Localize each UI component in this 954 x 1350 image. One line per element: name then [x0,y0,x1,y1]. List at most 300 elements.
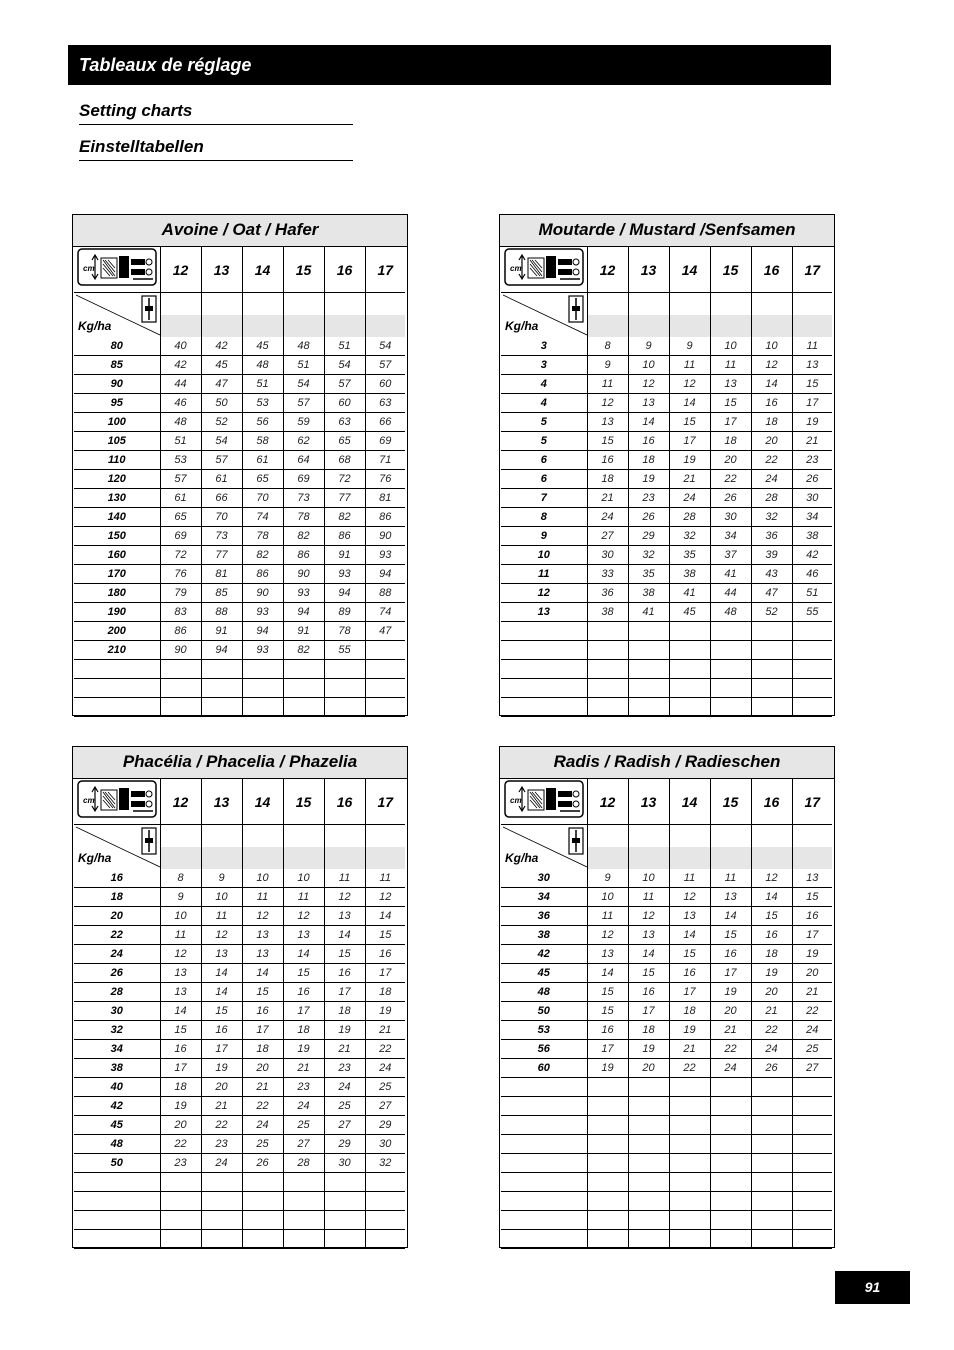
rate-cell: 50 [74,1154,160,1173]
setting-value-cell [792,641,832,660]
rate-cell: 34 [501,888,587,907]
setting-value-cell: 18 [628,1021,669,1040]
setting-value-cell [710,1097,751,1116]
setting-value-cell [751,1078,792,1097]
setting-value-cell: 93 [242,641,283,660]
setting-value-cell [160,1230,201,1249]
setting-value-cell [365,1192,405,1211]
setting-value-cell: 82 [324,508,365,527]
setting-value-cell [324,698,365,717]
subtitle-english: Setting charts [79,101,353,125]
setting-value-cell: 18 [283,1021,324,1040]
setting-value-cell [587,679,628,698]
setting-value-cell: 21 [669,1040,710,1059]
setting-value-cell: 16 [628,983,669,1002]
setting-value-cell: 48 [283,337,324,356]
rate-cell [74,1230,160,1249]
rate-cell: 4 [501,375,587,394]
setting-value-cell: 19 [324,1021,365,1040]
rate-cell [501,1154,587,1173]
rate-cell [501,679,587,698]
setting-value-cell: 94 [365,565,405,584]
setting-value-cell [324,679,365,698]
setting-value-cell: 57 [324,375,365,394]
rate-cell: 80 [74,337,160,356]
setting-value-cell [710,641,751,660]
setting-value-cell: 13 [628,394,669,413]
setting-value-cell: 21 [242,1078,283,1097]
table-row [74,489,405,508]
setting-value-cell: 15 [242,983,283,1002]
table-row [74,508,405,527]
setting-value-cell: 53 [160,451,201,470]
table-row [501,527,832,546]
table-row [501,584,832,603]
rate-cell: 26 [74,964,160,983]
setting-value-cell [587,1116,628,1135]
setting-value-cell [283,1173,324,1192]
setting-value-cell: 54 [201,432,242,451]
chart-radish [499,746,835,1248]
setting-value-cell [751,1116,792,1135]
setting-value-cell: 12 [365,888,405,907]
blank-header-cell [792,293,832,338]
setting-value-cell: 39 [751,546,792,565]
setting-value-cell: 72 [324,470,365,489]
table-row [501,926,832,945]
setting-value-cell: 16 [365,945,405,964]
setting-value-cell [669,660,710,679]
setting-value-cell [751,1211,792,1230]
setting-value-cell: 12 [587,926,628,945]
setting-value-cell: 18 [587,470,628,489]
setting-value-cell: 86 [160,622,201,641]
setting-value-cell: 18 [242,1040,283,1059]
setting-value-cell: 38 [669,565,710,584]
setting-value-cell [201,1192,242,1211]
setting-value-cell [628,641,669,660]
setting-value-cell: 18 [365,983,405,1002]
setting-value-cell: 16 [283,983,324,1002]
blank-header-cell [283,825,324,870]
table-row [501,413,832,432]
table-row [501,1135,832,1154]
subtitle-german: Einstelltabellen [79,137,353,161]
setting-value-cell [242,679,283,698]
setting-value-cell [160,1173,201,1192]
rate-cell [501,1173,587,1192]
kg-label: Kg/ha [78,851,112,865]
table-row [74,1135,405,1154]
table-row [501,565,832,584]
setting-value-cell [628,1192,669,1211]
setting-value-cell [242,1230,283,1249]
setting-value-cell: 40 [160,337,201,356]
setting-value-cell: 85 [201,584,242,603]
table-row [74,1230,405,1249]
setting-value-cell [710,1211,751,1230]
setting-value-cell: 17 [669,432,710,451]
setting-value-cell [365,1173,405,1192]
rate-cell: 53 [501,1021,587,1040]
setting-value-cell: 25 [792,1040,832,1059]
setting-value-cell: 26 [628,508,669,527]
setting-value-cell [201,679,242,698]
setting-value-cell: 13 [792,869,832,888]
table-row [501,907,832,926]
rate-cell: 150 [74,527,160,546]
table-row [74,983,405,1002]
width-column-header: 13 [628,779,669,825]
kg-header-row [74,293,405,338]
rate-cell [74,1173,160,1192]
setting-value-cell: 38 [628,584,669,603]
setting-value-cell [751,1154,792,1173]
setting-value-cell: 20 [751,983,792,1002]
setting-value-cell [242,698,283,717]
rate-cell [501,1230,587,1249]
setting-value-cell [751,1192,792,1211]
setting-value-cell: 18 [324,1002,365,1021]
setting-value-cell: 10 [710,337,751,356]
table-row [74,1021,405,1040]
setting-value-cell: 26 [792,470,832,489]
table-row [74,1002,405,1021]
setting-value-cell: 10 [283,869,324,888]
rate-cell: 48 [501,983,587,1002]
setting-value-cell: 27 [792,1059,832,1078]
rate-cell: 85 [74,356,160,375]
rate-cell: 45 [74,1116,160,1135]
setting-value-cell [669,622,710,641]
setting-value-cell [792,660,832,679]
setting-value-cell: 36 [751,527,792,546]
table-row [501,679,832,698]
setting-table [501,779,832,1249]
width-header-row [74,779,405,825]
setting-value-cell: 12 [628,907,669,926]
setting-value-cell: 24 [324,1078,365,1097]
setting-value-cell: 51 [792,584,832,603]
setting-value-cell: 86 [324,527,365,546]
width-column-header: 15 [283,779,324,825]
setting-value-cell: 50 [201,394,242,413]
setting-value-cell: 72 [160,546,201,565]
setting-value-cell: 16 [160,1040,201,1059]
setting-value-cell: 32 [669,527,710,546]
setting-value-cell: 94 [201,641,242,660]
width-column-header: 14 [242,779,283,825]
table-row [501,1192,832,1211]
setting-value-cell [365,1211,405,1230]
setting-value-cell [751,1135,792,1154]
setting-value-cell: 59 [283,413,324,432]
setting-value-cell: 47 [365,622,405,641]
setting-value-cell [324,1230,365,1249]
rate-cell: 42 [74,1097,160,1116]
setting-value-cell: 48 [160,413,201,432]
setting-value-cell: 65 [324,432,365,451]
setting-value-cell: 11 [242,888,283,907]
chart-phacelia [72,746,408,1248]
table-row [74,1211,405,1230]
setting-value-cell [283,698,324,717]
width-column-header: 17 [792,779,832,825]
setting-value-cell [242,1173,283,1192]
setting-value-cell: 14 [628,413,669,432]
setting-value-cell [587,1230,628,1249]
setting-value-cell [628,698,669,717]
setting-value-cell: 36 [587,584,628,603]
setting-value-cell: 57 [283,394,324,413]
rate-cell: 160 [74,546,160,565]
blank-header-cell [242,293,283,338]
setting-value-cell: 12 [587,394,628,413]
rate-cell: 3 [501,356,587,375]
setting-value-cell: 24 [751,1040,792,1059]
width-column-header: 17 [365,779,405,825]
setting-value-cell: 63 [324,413,365,432]
seed-drill-icon [504,780,584,818]
setting-value-cell: 13 [587,413,628,432]
setting-value-cell: 20 [628,1059,669,1078]
setting-value-cell: 19 [710,983,751,1002]
setting-value-cell: 15 [587,983,628,1002]
setting-value-cell: 73 [201,527,242,546]
setting-value-cell: 19 [751,964,792,983]
kg-header-cell [74,825,160,870]
setting-value-cell: 52 [751,603,792,622]
rate-cell [501,660,587,679]
setting-value-cell: 24 [242,1116,283,1135]
setting-value-cell [283,1211,324,1230]
setting-value-cell: 48 [242,356,283,375]
seed-drill-icon [77,780,157,818]
setting-value-cell: 61 [242,451,283,470]
setting-value-cell [628,1211,669,1230]
blank-header-cell [587,293,628,338]
setting-value-cell [669,1135,710,1154]
setting-value-cell: 68 [324,451,365,470]
setting-value-cell: 16 [751,394,792,413]
icon-cm-label: cm [509,796,522,805]
setting-value-cell: 15 [628,964,669,983]
setting-value-cell [710,679,751,698]
table-row [501,432,832,451]
setting-value-cell: 13 [242,945,283,964]
rate-cell: 130 [74,489,160,508]
setting-value-cell: 37 [710,546,751,565]
setting-value-cell: 41 [710,565,751,584]
chart-title: Moutarde / Mustard /Senfsamen [500,215,834,247]
setting-value-cell: 17 [242,1021,283,1040]
rate-cell: 12 [501,584,587,603]
seed-drill-icon-cell [501,247,587,293]
setting-value-cell: 25 [283,1116,324,1135]
setting-value-cell [587,641,628,660]
setting-table [74,247,405,717]
table-row [74,356,405,375]
setting-value-cell: 76 [160,565,201,584]
setting-value-cell: 22 [792,1002,832,1021]
blank-header-cell [365,825,405,870]
setting-value-cell: 44 [710,584,751,603]
setting-value-cell [669,1116,710,1135]
setting-value-cell: 14 [283,945,324,964]
setting-value-cell: 14 [201,983,242,1002]
blank-header-cell [160,293,201,338]
table-row [501,451,832,470]
setting-value-cell: 81 [365,489,405,508]
setting-value-cell [792,679,832,698]
table-row [74,869,405,888]
setting-value-cell: 11 [669,869,710,888]
table-row [74,451,405,470]
table-row [74,432,405,451]
rate-cell: 8 [501,508,587,527]
table-row [74,907,405,926]
setting-value-cell [669,1230,710,1249]
setting-value-cell: 79 [160,584,201,603]
setting-value-cell: 45 [201,356,242,375]
setting-value-cell: 11 [587,907,628,926]
setting-value-cell: 19 [669,451,710,470]
setting-value-cell: 32 [365,1154,405,1173]
width-column-header: 13 [628,247,669,293]
setting-value-cell [587,622,628,641]
width-column-header: 16 [324,247,365,293]
kg-header-cell [74,293,160,338]
rate-cell: 45 [501,964,587,983]
blank-header-cell [751,825,792,870]
table-row [74,470,405,489]
rate-cell: 5 [501,432,587,451]
setting-value-cell: 25 [242,1135,283,1154]
setting-value-cell [751,698,792,717]
setting-value-cell: 21 [710,1021,751,1040]
setting-value-cell [792,1154,832,1173]
setting-value-cell: 30 [365,1135,405,1154]
setting-value-cell: 74 [242,508,283,527]
width-column-header: 15 [710,247,751,293]
table-row [501,603,832,622]
setting-value-cell: 61 [201,470,242,489]
setting-value-cell: 10 [201,888,242,907]
setting-value-cell: 55 [792,603,832,622]
table-row [74,546,405,565]
rate-cell: 210 [74,641,160,660]
setting-value-cell: 23 [324,1059,365,1078]
setting-value-cell: 16 [710,945,751,964]
table-row [74,1059,405,1078]
setting-value-cell: 88 [201,603,242,622]
width-column-header: 17 [365,247,405,293]
setting-value-cell [669,1078,710,1097]
table-row [501,641,832,660]
setting-value-cell [587,698,628,717]
setting-value-cell: 16 [201,1021,242,1040]
setting-value-cell [669,1192,710,1211]
table-row [501,622,832,641]
setting-value-cell: 20 [710,451,751,470]
rate-cell: 36 [501,907,587,926]
setting-value-cell [587,1154,628,1173]
setting-value-cell: 16 [242,1002,283,1021]
setting-value-cell: 21 [201,1097,242,1116]
setting-value-cell: 90 [283,565,324,584]
rate-cell: 140 [74,508,160,527]
setting-value-cell [628,1116,669,1135]
setting-value-cell [751,1230,792,1249]
setting-value-cell: 15 [587,1002,628,1021]
table-row [501,470,832,489]
setting-value-cell: 69 [160,527,201,546]
kg-label: Kg/ha [505,319,539,333]
setting-value-cell: 22 [201,1116,242,1135]
setting-value-cell: 13 [792,356,832,375]
setting-value-cell: 16 [792,907,832,926]
setting-value-cell: 45 [669,603,710,622]
blank-header-cell [324,825,365,870]
setting-value-cell: 34 [792,508,832,527]
setting-value-cell [669,641,710,660]
setting-value-cell: 12 [669,375,710,394]
rate-cell: 20 [74,907,160,926]
setting-value-cell: 61 [160,489,201,508]
table-row [501,1211,832,1230]
setting-value-cell: 89 [324,603,365,622]
rate-cell: 40 [74,1078,160,1097]
setting-value-cell [751,622,792,641]
setting-value-cell: 93 [324,565,365,584]
setting-value-cell [751,641,792,660]
table-row [501,945,832,964]
setting-value-cell: 41 [669,584,710,603]
setting-value-cell: 25 [365,1078,405,1097]
table-row [501,337,832,356]
setting-value-cell: 15 [792,375,832,394]
setting-value-cell: 18 [669,1002,710,1021]
setting-value-cell: 77 [324,489,365,508]
table-row [74,394,405,413]
setting-value-cell: 41 [628,603,669,622]
setting-value-cell [710,1116,751,1135]
rate-cell [501,1097,587,1116]
setting-value-cell: 51 [242,375,283,394]
rate-cell: 42 [501,945,587,964]
setting-value-cell: 17 [201,1040,242,1059]
setting-value-cell: 11 [283,888,324,907]
setting-value-cell: 23 [160,1154,201,1173]
setting-value-cell [792,1135,832,1154]
rate-cell [501,1192,587,1211]
rate-cell: 105 [74,432,160,451]
setting-value-cell: 13 [160,964,201,983]
icon-cm-label: cm [509,264,522,273]
setting-value-cell [628,1135,669,1154]
blank-header-cell [628,825,669,870]
setting-value-cell: 13 [710,888,751,907]
setting-value-cell: 47 [201,375,242,394]
setting-value-cell [669,1173,710,1192]
setting-value-cell: 8 [160,869,201,888]
setting-value-cell: 24 [587,508,628,527]
blank-header-cell [669,293,710,338]
setting-value-cell: 60 [324,394,365,413]
setting-value-cell: 19 [628,470,669,489]
setting-value-cell: 78 [242,527,283,546]
setting-value-cell: 17 [669,983,710,1002]
